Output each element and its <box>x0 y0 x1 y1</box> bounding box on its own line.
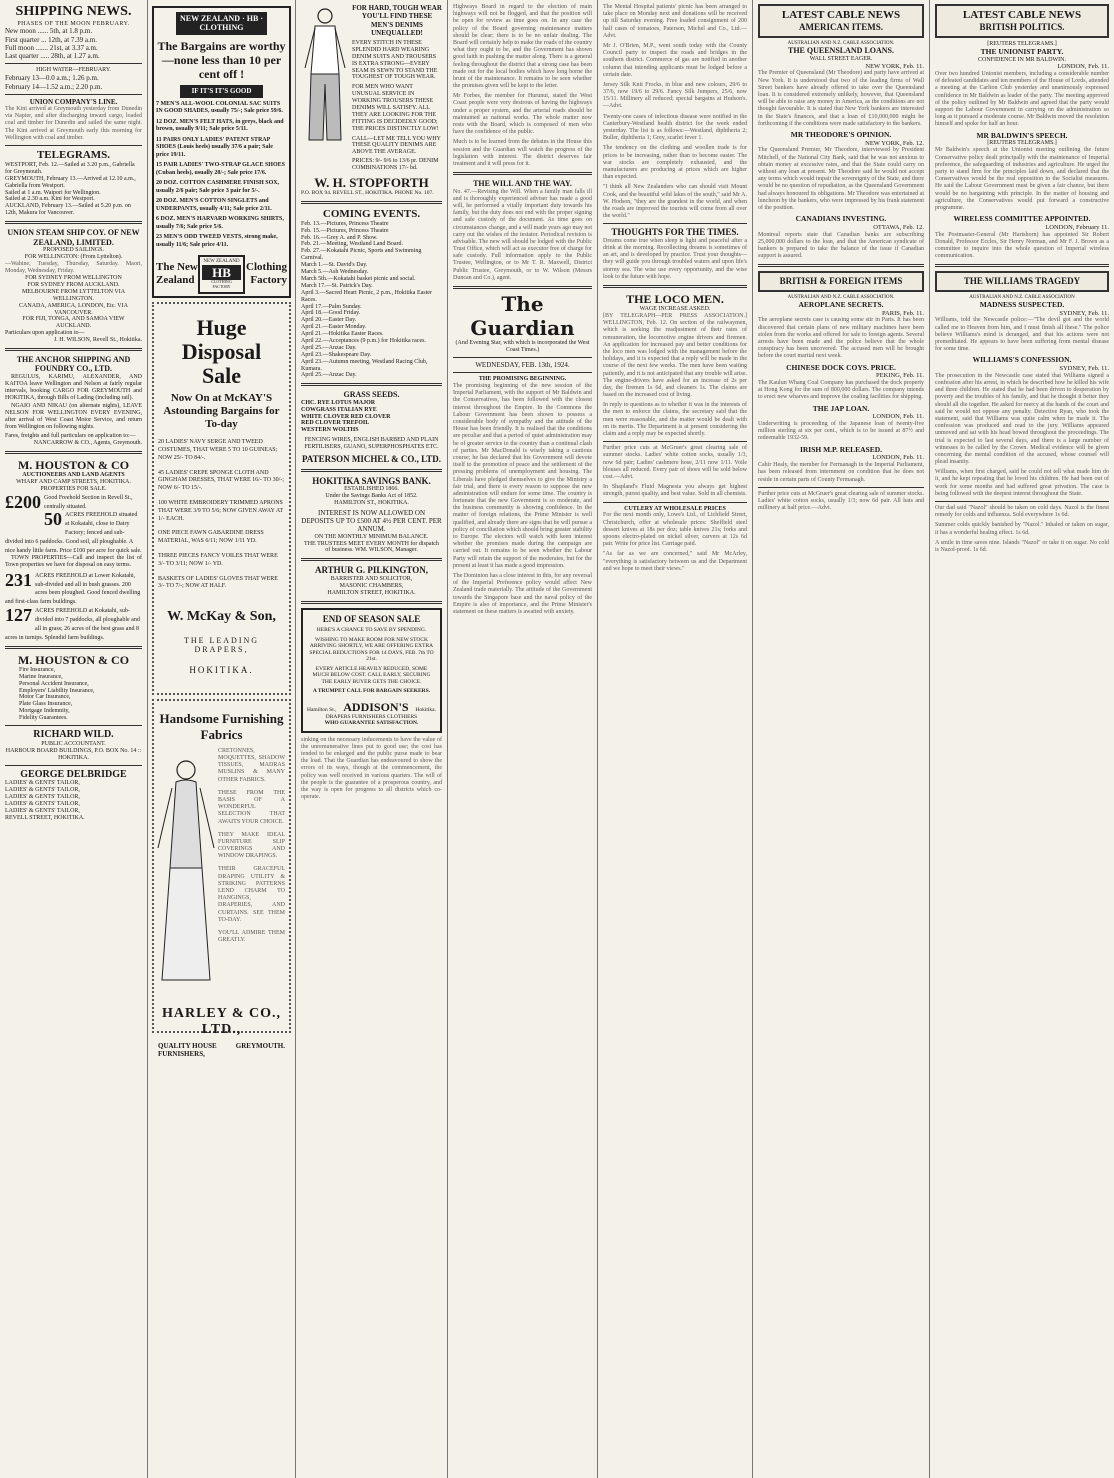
chinese-title: CHINESE DOCK COYS. PRICE. <box>786 362 896 372</box>
properties-sale: PROPERTIES FOR SALE. <box>40 485 107 492</box>
column-guardian: Highways Board in regard to the election of main highways will not be flogged, and that the position will be open for review as time goes on. In any case the policy of the Board governing maintenance matters should be clear; there is to be no unfair dealing. The Board will certainly help to make the roads of the country what they ought to be, and the Government has shown good faith in pushing the matter along. There is a general feeling throughout the district that a strong case has been made out for the local bodies which have long borne the brunt of the maintenance. It remains to be seen whether the promises given will be kept to the letter. Mr Forbes, the member for Hurunui, stated the West Coast people were very desirous of having the highways under a proper system, and the arterial roads should be maintained as national works. The whole matter now rests with the Board, which is composed of men who have the confidence of the public. Much is to be learned from the debates in the House this session and the Guardian will watch the progress of the legislation with interest. The district deserves fair treatment and it will press for it. THE WILL AND THE WAY. No. 47.—Revising the Will. When a family man falls ill and is thoroughly experienced adviser has made a good will, he performed a vitally important duty towards his family, but the duty does not end with the proper signing and safe custody of the document. As time goes on circumstances change, and a will made years ago may not carry out the wishes of the testator. Periodical revision is advisable. The new will should be lodged with the Public Trust Office, which will act as executor free of charge for safe custody. Full information apply to the Public Trustee, Wellington, or to Mr T. R. Maxwell, District Public Trustee, Greymouth, or to W. Wilson (Messrs Duncan and Co.), agent. The Guardian (And Evening Star, with which is incorporated the West Coast Times.) WEDNESDAY, FEB. 13th, 1924. THE PROMISING BEGINNING. The promising beginning of the new session of the Imperial Parliament, with the support of Mr Baldwin and the Conservatives, has been followed with the closest interest throughout the Empire. In the Commons the Labour Government has been shown to possess a considerable body of sympathy and the attitude of the House has been friendly. It is realised that the conditions are peculiar and that a period of quiet administration may be of greater service to the country than a continual clash of parties. Mr MacDonald is wisely taking a cautious course; he has declared that his Government will devote itself to the promotion of peace and the settlement of the pressing problems of unemployment and housing. The Liberals have pledged themselves to give the Ministry a fair trial, and there is every reason to suppose the new administration will endure for some time. The country is fortunate that the new Government is so moderate, and the business community is showing confidence. In the matter of foreign relations, the Prime Minister is well qualified, and already there are signs that he will pursue a policy of conciliation which should bring greater stability to Europe. The electors will watch with keen interest whether the promises made during the campaign are carried out. It remains to be seen whether the Labour Party will retain the support of the moderates, but for the present at least it has made a good impression. The Dominion has a close interest in this, for any reversal of the Imperial Preference policy would affect New Zealand trade materially. The attitude of the Government towards the Singapore base and the naval policy of the Empire is also of importance, and the Prime Minister's statement on these matters is awaited with anxiety. <box>448 0 598 1478</box>
houston2-title: M. HOUSTON & CO <box>17 652 130 667</box>
guardian-masthead: The Guardian <box>470 292 575 340</box>
ny-dateline: NEW YORK, Feb. 11. <box>865 62 924 70</box>
bargain-item: 6 DOZ. MEN'S HARVARD WORKING SHIRTS, usually 7/6; Sale price 5/6. <box>156 216 284 230</box>
event-row: April 22.—Acceptances (9 p.m.) for Hokitika races. <box>301 337 426 344</box>
event-row: April 20.—Easter Day. <box>301 317 357 324</box>
stopforth-name: W. H. STOPFORTH <box>314 175 429 191</box>
promising-title: THE PROMISING BEGINNING. <box>478 376 567 383</box>
bargain-item: 20 DOZ. COTTON CASHMERE FINISH SOX, usually 2/6 pair; Sale price 3 pair for 5/-. <box>156 180 280 194</box>
wild-addr: HARBOUR BOARD BUILDINGS, P.O. BOX No. 14 :: HOKITIKA. <box>5 747 142 761</box>
delbridge-title: GEORGE DELBRIDGE <box>20 768 127 780</box>
houston-addr: WHARF AND CAMP STREETS, HOKITIKA. <box>16 478 131 485</box>
reuters-2: [REUTERS TELEGRAMS.] <box>987 140 1057 147</box>
clothing-factory-advert <box>152 6 291 298</box>
london-dateline: LONDON, Feb. 11. <box>872 413 924 421</box>
astounding: Astounding Bargains for To-day <box>163 405 280 431</box>
addison-row: DRAPERS FURNISHERS CLOTHIERS <box>325 713 418 720</box>
mckay-advert <box>152 302 291 695</box>
telegrams-title: TELEGRAMS. <box>36 148 111 161</box>
houston-title: M. HOUSTON & CO <box>17 457 130 472</box>
delbridge-row: LADIES' & GENTS' TAILOR, <box>5 800 80 807</box>
event-row: April 3.—Sacred Heart Picnic, 2 p.m., Hokitika Easter Races. <box>301 289 432 303</box>
london2-dateline: LONDON, Feb. 11. <box>872 454 924 462</box>
insurance-row: Plate Glass Insurance, <box>19 701 73 708</box>
addison-left: Hamilton St., <box>307 706 337 713</box>
assoc2: AUSTRALIAN AND N.Z. CABLE ASSOCIATION. <box>787 295 895 300</box>
harley-copy: CRETONNES, MOQUETTES, SHADOW TISSUES, MADRAS MUSLINS & MANY OTHER FABRICS. THESE FROM THE BASIS OF A WONDERFUL SELECTION THAT AWAITS YOUR CHOICE. THEY MAKE IDEAL FURNITURE SLIP COVERINGS AND WINDOW DRAPINGS. THEIR GRACEFUL DRAPING UTILITY & STRIKING PATTERNS LEND CHARM TO HANGINGS, DRAPERIES, AND CURTAINS. SEE THEM TO-DAY. YOU'LL ADMIRE THEM GREATLY. <box>218 747 285 944</box>
addisons-advert <box>301 608 442 733</box>
japan-loan-title: THE JAP LOAN. <box>812 403 870 413</box>
guardian-sub: (And Evening Star, with which is incorporated the West Coast Times.) <box>455 340 590 354</box>
telegram-row: Sailed at 1 a.m. Waipori for Wellington. <box>5 189 101 196</box>
event-row: April 21.—Hokitika Easter Races. <box>301 331 384 338</box>
sydney-dateline-2: SYDNEY, Feb. 11. <box>1059 365 1109 373</box>
delbridge-row: LADIES' & GENTS' TAILOR, <box>5 807 80 814</box>
pilkington-addr: HAMILTON STREET, HOKITIKA. <box>327 589 416 596</box>
wild-sub: PUBLIC ACCOUNTANT. <box>41 740 106 747</box>
price-127-text: ACRES FREEHOLD at Kokatahi, sub-divided into 7 paddocks, all ploughable and all in grass; 26 acres of the best grass and 8 acres in turnips. Splendid farm buildings. <box>5 608 140 641</box>
grass-title: GRASS SEEDS. <box>343 390 400 400</box>
union-title: UNION COMPANY'S LINE. <box>29 97 118 106</box>
fencing: FENCING WIRES, ENGLISH BARBED AND PLAIN FERTILISERS, GUANO, SUPERPHOSPHATES ETC. <box>304 437 439 451</box>
madness-title: MADNESS SUSPECTED. <box>979 299 1065 309</box>
shipping-title: SHIPPING NEWS. <box>15 4 132 19</box>
british-foreign-banner: BRITISH & FOREIGN ITEMS <box>758 271 924 292</box>
denim-body: EVERY STITCH IN THESE SPLENDID HARD WEARING DENIM SUITS AND TROUSERS IS EXTRA STRONG—EVERY SEAM IS SEWN TO STAND THE TOUGHEST OF TOUGH WEAR. <box>352 40 438 81</box>
aeroplane-title: AEROPLANE SECRETS. <box>798 299 884 309</box>
insurance-row: Mortgage Indemnity, <box>19 708 70 715</box>
event-row: March 17.—St. Patrick's Day. <box>301 282 373 289</box>
its-good-logo: IF IT'S IT'S GOOD <box>180 85 263 97</box>
guardian-date: WEDNESDAY, FEB. 13th, 1924. <box>475 360 570 369</box>
bargain-item: 15 PAIR LADIES' TWO-STRAP GLACE SHOES (Cuban heels), usually 28/-; Sale price 17/6. <box>156 162 285 176</box>
denim-body2: FOR MEN WHO WANT UNUSUAL SERVICE IN WORKING TROUSERS THESE DENIMS WILL SATISFY. ALL THEY ARE LOOKING FOR THE FITTING IS DECIDEDLY GOOD; THE PRICES DISTINCTLY LOW! <box>352 84 439 132</box>
nz-factory-footer <box>156 255 287 294</box>
latest-cable-banner-2 <box>935 4 1109 38</box>
denim-call: CALL—LET ME TELL YOU WHY THESE QUALITY DENIMS ARE ABOVE THE AVERAGE. <box>352 135 441 156</box>
ngaio: NGAIO AND NIKAU (on alternate nights), LEAVE NELSON FOR WELLINGTON EVERY EVENING, after arrival of West Coast Motor Service, and return from Wellington on following nights. <box>5 403 142 431</box>
chance-text: HERE'S A CHANCE TO SAVE BY SPENDING. <box>316 627 427 634</box>
nancarrow: NANCARROW & CO., Agents, Greymouth. <box>33 439 142 446</box>
mckay-name: W. McKay & Son, <box>167 609 276 625</box>
bargain-list <box>156 101 287 250</box>
proposed-sailings: PROPOSED SAILINGS. <box>42 246 104 253</box>
telegram-row: WESTPORT, Feb. 12.—Sailed at 3.20 p.m., Gabriella for Greymouth. <box>5 161 135 175</box>
mckay-item: 100 WHITE EMBROIDERY TRIMMED APRONS THAT WERE 3/9 TO 5/6; NOW GIVEN AWAY AT 1/- EACH. <box>158 500 284 522</box>
grass-list: CHC. RYE LOTUS MAJOR COWGRASS ITALIAN RYE WHITE CLOVER RED CLOVER RED CLOVER TREFOIL WESTERN WOLTHS <box>301 399 391 434</box>
column-cables-britain: LATEST CABLE NEWS BRITISH POLITICS. [REUTERS TELEGRAMS.] THE UNIONIST PARTY. CONFIDENCE IN MR BALDWIN. LONDON, Feb. 11. Over two hundred Unionist members, including a considerable number of defeated candidates and ten members of the House of Lords, attended a meeting at the Carlton Club yesterday and unanimously expressed confidence in Mr Baldwin as leader of the party. The meeting approved of the policy outlined by Mr Baldwin and agreed that the party would support the Labour Government in carrying on the administration so long as it pursued a moderate course. Mr Baldwin moved the resolution himself and spoke for half an hour. MR BALDWIN'S SPEECH. [REUTERS TELEGRAMS.] Mr Baldwin's speech at the Unionist meeting outlining the future Conservative policy dealt principally with the maintenance of Imperial preference, the safeguarding of industries and agriculture. He urged the party to stand firm for the principles laid down, and declared that the Conservatives would be the real opposition to the Socialist measures. He said the Labour Government must be given a fair chance, but there would be no bargaining with principle. In the matter of housing and agriculture, the Conservatives would put forward a constructive programme. WIRELESS COMMITTEE APPOINTED. LONDON, February 11. The Postmaster-General (Mr Hartshorn) has appointed Sir Robert Donald, Professor Eccles, Sir Henry Norman, and Mr F. J. Brown as a committee to inquire into the whole question of Imperial wireless communication. THE WILLIAMS TRAGEDY AUSTRALIAN AND N.Z. CABLE ASSOCIATION MADNESS SUSPECTED. SYDNEY, Feb. 11. Williams, told the Newcastle police:—"The devil got and the world called me to Heaven from him, and I must finish all these." The police believe Williams's mind is deranged, and that his actions were not premeditated. He appears to have been suffering from mental disease for some time. WILLIAMS'S CONFESSION. SYDNEY, Feb. 11. The prosecution in the Newcastle case stated that Williams signed a confession after his arrest, in which he described how he killed his wife and three children. He stated that he had been driven to desperation by poverty and the troubles of his family, and that he thought it better they should all die together. He asked for mercy at the hands of the court and said he would not oppose any penalty. Detective Ryan, who took the statement, said that Williams was quite calm when he made it. The confession was produced and read to the jury. Williams appeared unmoved and sat with his head bowed throughout the proceedings. The trial is expected to last several days, and there is a large number of witnesses to be called by the Crown. Medical evidence will be given concerning the mental condition of the accused, whose counsel will plead insanity. Williams, when first charged, said he could not tell what made him do it, and he kept repeating that he loved his children. He had been out of work for some months and had suffered great privation. The case is being followed with the deepest interest throughout the State. Our dad said "Nazol" should be taken on cold days. Nazol is the finest remedy for colds and influenza. Sold everywhere 1s 6d. Summer colds quickly banished by "Nazol." Inhaled or taken on sugar, it has a wonderful healing effect. 1s 6d. A smile in time saves nine. Islands "Nazol" or take it on sugar. No cold is Nazol-proof. 1s 6d. <box>930 0 1114 1478</box>
mckay-item: ONE PIECE FAWN GABARDINE DRESS MATERIAL, WAS 6/11; NOW 1/11 YD. <box>158 530 264 545</box>
banner-title: LATEST CABLE NEWS <box>781 9 901 21</box>
delbridge-row: LADIES' & GENTS' TAILOR, <box>5 787 80 794</box>
telegram-row: GREYMOUTH, February 13.—Arrived at 12.10 a.m., Gabriella from Westport. <box>5 175 136 189</box>
masonic: MASONIC CHAMBERS, <box>339 582 404 589</box>
loco-sub: WAGE INCREASE ASKED. <box>639 306 711 313</box>
harley-town: GREYMOUTH. <box>235 1041 285 1050</box>
handsome-title: Handsome Furnishing Fabrics <box>159 711 284 742</box>
wireless-title: WIRELESS COMMITTEE APPOINTED. <box>953 214 1091 224</box>
tragedy-banner: THE WILLIAMS TRAGEDY <box>935 271 1109 292</box>
anchor-body: REGULUS, KARIMU, ALEXANDER, AND KAITOA leave Wellington and Nelson at fairly regular intervals, booking CARGO FOR GREYMOUTH and HOKITIKA, through Bills of Lading (including rail). <box>5 373 142 401</box>
huge-disposal: Huge Disposal <box>181 314 262 364</box>
speech-title: MR BALDWIN'S SPEECH. <box>976 130 1068 140</box>
moon-row: Full moon ....... 21st, at 3.37 a.m. <box>5 43 98 52</box>
wilson: J. H. WILSON, Revell St., Hokitika. <box>53 337 142 344</box>
anchor-title: THE ANCHOR SHIPPING AND FOUNDRY CO., LTD. <box>16 355 131 374</box>
mckay-item: BASKETS OF LADIES' GLOVES THAT WERE 3/- TO 7/-; NOW AT HALF. <box>158 575 278 590</box>
banner-sub: AMERICAN ITEMS. <box>798 21 883 32</box>
assoc: AUSTRALIAN AND N.Z. CABLE ASSOCIATION. <box>787 40 895 46</box>
guarantee-text: WHO GUARANTEE SATISFACTION. <box>324 720 419 727</box>
london-dateline-3: LONDON, February 11. <box>1045 224 1109 231</box>
price-50-text: ACRES FREEHOLD situated at Kokatahi, close to Dairy Factory; fenced and sub-divided into 6 paddocks. Good soil, all ploughable. A nice handy little farm. Price £100 per acre for quick sale. <box>5 512 142 554</box>
bank-addr: HAMILTON ST., HOKITIKA. <box>334 499 409 506</box>
column-cables-america: LATEST CABLE NEWS AMERICAN ITEMS. AUSTRALIAN AND N.Z. CABLE ASSOCIATION. THE QUEENSLAND LOANS. WALL STREET EAGER. NEW YORK, Feb. 11. The Premier of Queensland (Mr Theodore) and party have arrived at New York. It is understood that two of the leading firms of Wall Street bankers have already offered to take over the Queensland loan. It is considered extremely unlikely, however, that Queensland will be able to raise any money in America, as the conditions are not thought favourable. It is stated that New York bankers are interested in the State's finances, and that a loan of £10,000,000 might be forthcoming if the conditions were made satisfactory to the bankers. MR THEODORE'S OPINION. NEW YORK, Feb. 12. The Queensland Premier, Mr Theodore, interviewed by President Mitchell, of the National City Bank, said that he was not anxious to obtain money at excessive rates, and that the State could carry on without any loan at present. Mr Theodore said he would not accept any terms which would impair the sovereignty of the State, and there would be no question of repudiation, as the Queensland Government had always honoured its obligations. Mr Theodore was entertained at luncheon by the bankers, who were impressed by his frank statement of the position. CANADIANS INVESTING. OTTAWA, Feb. 12. Montreal reports state that Canadian banks are subscribing 25,000,000 dollars to the loan, and that the American syndicate of bankers is prepared to take the balance of the issue if Canadian support is assured. BRITISH & FOREIGN ITEMS AUSTRALIAN AND N.Z. CABLE ASSOCIATION. AEROPLANE SECRETS. PARIS, Feb. 11. The aeroplane secrets case is causing some stir in Paris. It has been discovered that certain plans of new military machines have been stolen from the works and offered for sale to foreign agents. Several arrests have been made and the police believe that the whole conspiracy has been uncovered. The accused men will be brought before the court martial next week. CHINESE DOCK COYS. PRICE. PEKING, Feb. 11. The Kaulun Whang Coal Company has purchased the dock property at Hong Kong for the sum of 800,000 dollars. The company intends to erect new wharves and improve the coaling facilities for shipping. THE JAP LOAN. LONDON, Feb. 11. Underwriting is proceeding of the Japanese loan of twenty-five million sterling at six per cent., which is to be issued at 87½ and redeemable 1932-59. IRISH M.P. RELEASED. LONDON, Feb. 11. Cahir Healy, the member for Fermanagh in the Imperial Parliament, has been released from internment on condition that he does not reside in certain parts of County Fermanagh. Further price cuts at McGruer's great clearing sale of summer stocks. Ladies' white cotton socks, usually 1/3; now 6d pair. All hats and millinery at half price.—Advt. <box>753 0 930 1478</box>
now-on: Now On at McKAY'S <box>170 392 273 405</box>
hb-logo-banner: NEW ZEALAND · HB · CLOTHING <box>176 12 267 35</box>
insurance-row: Employers' Liability Insurance, <box>19 687 95 694</box>
confidence-title: CONFIDENCE IN MR BALDWIN. <box>978 56 1066 63</box>
bargain-item: 12 DOZ. MEN'S FELT HATS, in greys, black and brown, usually 9/11; Sale price 5/11. <box>156 118 284 133</box>
event-row: April 18.—Good Friday. <box>301 310 361 317</box>
insurance-row: Motor Car Insurance, <box>19 694 71 701</box>
high-water-title: HIGH WATER—FEBRUARY. <box>36 67 111 74</box>
event-row: Feb. 13.—Pictures, Princess Theatre <box>301 220 389 227</box>
fiji: FOR FIJI, TONGA, AND SAMOA VIEW AUCKLAND. <box>22 316 125 330</box>
harley-advert <box>152 699 291 1059</box>
mckay-town: HOKITIKA. <box>189 664 254 675</box>
bank-trustees: THE TRUSTEES MEET EVERY MONTH for dispatch of business. WM. WILSON, Manager. <box>304 540 439 554</box>
unionist-title: THE UNIONIST PARTY. <box>980 46 1064 56</box>
stopforth-addr: P.O. BOX 94. REVELL ST., HOKITIKA. PHONE No. 107. <box>301 190 434 197</box>
moon-list <box>5 27 142 60</box>
event-row: April 23.—Shakespeare Day. <box>301 351 372 358</box>
price-200-text: Good Freehold Section in Revell St., centrally situated. <box>44 494 133 510</box>
insurance-row: Fire Insurance, <box>19 666 55 673</box>
mckay-item: 45 LADIES' CREPE SPONGE CLOTH AND GINGHAM DRESSES, THAT WERE 16/- TO 30/-; NOW 6/- TO 15/-. <box>158 469 284 492</box>
melbourne: MELBOURNE FROM LYTTELTON VIA WELLINGTON. <box>21 288 126 302</box>
delbridge-row: LADIES' & GENTS' TAILOR, <box>5 794 80 801</box>
loco-title: THE LOCO MEN. <box>626 291 724 306</box>
event-row: Feb. 16.—Grey A. and P. Show. <box>301 234 378 241</box>
sydney-auckland: FOR SYDNEY FROM AUCKLAND. <box>27 282 120 288</box>
price-50: 50 <box>44 509 62 530</box>
high-water-row: February 13—0.0 a.m.; 1.26 p.m. <box>5 74 99 83</box>
event-row: April 21.—Easter Monday. <box>301 324 367 331</box>
event-row: March 1.—St. David's Day. <box>301 262 368 269</box>
telegram-row: Sailed at 2.30 a.m. Kini for Westport. <box>5 196 95 203</box>
houston-sub: AUCTIONEERS AND LAND AGENTS <box>22 471 125 478</box>
price-231-text: ACRES FREEHOLD at Lower Kokatahi, sub-divided and all in bush grasses. 200 acres been ploughed. Good fenced dwelling and first-class farm buildings. <box>5 572 141 606</box>
price-127: 127 <box>5 605 32 626</box>
woman-figure-illustration <box>158 748 214 988</box>
bargain-item: 20 DOZ. MEN'S COTTON SINGLETS and UNDERPANTS, usually 4/11; Sale price 2/11. <box>156 198 272 212</box>
bargain-item: 7 MEN'S ALL-WOOL COLONIAL SAC SUITS IN GOOD SHADES, usually 75/-; Sale price 59/6. <box>156 100 283 115</box>
canadians-title: CANADIANS INVESTING. <box>795 214 887 224</box>
confession-title: WILLIAMS'S CONFESSION. <box>972 355 1072 365</box>
paris-dateline: PARIS, Feb. 11. <box>882 309 924 317</box>
moon-row: New moon ...... 5th, at 1.8 p.m. <box>5 27 93 36</box>
harley-sub: QUALITY HOUSE FURNISHERS, <box>158 1041 217 1059</box>
harley-name: HARLEY & CO., LTD., <box>161 1005 282 1038</box>
delbridge-addr: REVELL STREET, HOKITIKA. <box>5 814 85 821</box>
moon-row: First quarter ... 12th, at 7.39 a.m. <box>5 35 97 44</box>
mckay-item: 20 LADIES' NAVY SERGE AND TWEED COSTUMES, THAT WERE 5 TO 10 GUINEAS; NOW 25/- TO 84/-. <box>158 439 278 461</box>
price-200: £200 <box>5 491 41 512</box>
bank-title: HOKITIKA SAVINGS BANK. <box>312 475 431 486</box>
banner-sub-2: BRITISH POLITICS. <box>979 21 1065 32</box>
town-text: TOWN PROPERTIES—Call and inspect the list of Town properties we have for disposal on easy terms. <box>5 554 142 568</box>
event-row: April 17.—Palm Sunday. <box>301 303 362 310</box>
fares: Fares, freights and full particulars on application to:— <box>5 433 136 440</box>
coming-events-title: COMING EVENTS. <box>322 207 421 220</box>
mckay-items <box>158 439 285 591</box>
banner-title-2: LATEST CABLE NEWS <box>962 9 1082 21</box>
moon-row: Last quarter ..... 28th, at 1.27 a.m. <box>5 52 100 61</box>
for-wellington: FOR WELLINGTON: (From Lyttelton). <box>24 253 123 260</box>
event-row: March 5th.—Kokatahi basket picnic and social. <box>301 275 416 282</box>
nz-right: Clothing Factory <box>246 261 287 287</box>
reuters: [REUTERS TELEGRAMS.] <box>987 40 1057 47</box>
telegram-row: AUCKLAND, February 13.—Sailed at 5.20 p.m. on 12th, Makura for Vancouver. <box>5 203 131 217</box>
end-season-title: END OF SEASON SALE <box>322 613 421 624</box>
event-row: Feb. 21.—Meeting, Westland Land Board. <box>301 241 404 248</box>
pilkington-sub: BARRISTER AND SOLICITOR, <box>330 575 413 582</box>
ottawa-dateline: OTTAWA, Feb. 12. <box>873 223 924 231</box>
trumpet-text: A TRUMPET CALL FOR BARGAIN SEEKERS. <box>312 688 431 695</box>
london-dateline-2: LONDON, Feb. 11. <box>1057 63 1109 71</box>
insurance-row: Marine Insurance, <box>19 673 63 680</box>
every-text: EVERY ARTICLE HEAVILY REDUCED, SOME MUCH BELOW COST. CALL EARLY, SECURING THE EARLY BUYER GETS THE CHOICE. <box>312 665 431 685</box>
event-row: April 25.—Anzac Day. <box>301 372 357 379</box>
bank-est: ESTABLISHED 1866. <box>344 486 399 493</box>
sydney-dateline: SYDNEY, Feb. 11. <box>1059 309 1109 317</box>
mckay-item: THREE PIECES FANCY VOILES THAT WERE 3/- TO 3/11; NOW 1/- YD. <box>158 552 278 567</box>
peking-dateline: PEKING, Feb. 11. <box>876 372 924 380</box>
queensland-title: THE QUEENSLAND LOANS. <box>787 46 895 56</box>
event-row: Feb. 15.—Pictures, Princess Theatre <box>301 227 389 234</box>
addisons-name: ADDISON'S <box>343 699 409 714</box>
cutlery-title: CUTLERY AT WHOLESALE PRICES <box>624 505 726 512</box>
high-water-row: February 14—1.52 a.m.; 2.20 p.m. <box>5 82 103 91</box>
thoughts-title: THOUGHTS FOR THE TIMES. <box>611 227 739 238</box>
man-in-denims-illustration <box>301 4 349 144</box>
column-denims: FOR HARD, TOUGH WEAR YOU'LL FIND THESE MEN'S DENIMS UNEQUALLED! EVERY STITCH IN THESE SPLENDID HARD WEARING DENIM SUITS AND TROUSERS IS EXTRA STRONG—EVERY SEAM IS SEWN TO STAND THE TOUGHEST OF TOUGH WEAR. FOR MEN WHO WANT UNUSUAL SERVICE IN WORKING TROUSERS THESE DENIMS WILL SATISFY. ALL THEY ARE LOOKING FOR THE FITTING IS DECIDEDLY GOOD; THE PRICES DISTINCTLY LOW! CALL—LET ME TELL YOU WHY THESE QUALITY DENIMS ARE ABOVE THE AVERAGE. PRICES: 9/- 9/6 to 13/6 pr. DENIM COMBINATIONS 17/- bd. W. H. STOPFORTH P.O. BOX 94. REVELL ST., HOKITIKA. PHONE No. 107. COMING EVENTS. Feb. 13.—Pictures, Princess Theatre Feb. 15.—Pictures, Princess Theatre Feb. 16.—Grey A. and P. Show. Feb. 21.—Meeting, Westland Land Board. Feb. 27.—Kokatahi Picnic, Sports and Swimming Carnival. March 1.—St. David's Day. March 5.—Ash Wednesday. March 5th.—Kokatahi basket picnic and social. March 17.—St. Patrick's Day. April 3.—Sacred Heart Picnic, 2 p.m., Hokitika Easter Races. April 17.—Palm Sunday. April 18.—Good Friday. April 20.—Easter Day. April 21.—Easter Monday. April 21.—Hokitika Easter Races. April 22.—Acceptances (9 p.m.) for Hokitika races. April 25.—Anzac Day. April 23.—Shakespeare Day. April 23.—Autumn meeting, Westland Racing Club, Kumara. April 25.—Anzac Day. GRASS SEEDS. CHC. RYE LOTUS MAJOR COWGRASS ITALIAN RYE WHITE CLOVER RED CLOVER RED CLOVER TREFOIL WESTERN WOLTHS FENCING WIRES, ENGLISH BARBED AND PLAIN FERTILISERS, GUANO, SUPERPHOSPHATES ETC. PATERSON MICHEL & CO., LTD. HOKITIKA SAVINGS BANK. ESTABLISHED 1866. Under the Savings Banks Act of 1852. HAMILTON ST., HOKITIKA. INTEREST IS NOW ALLOWED ON DEPOSITS UP TO £500 AT 4½ PER CENT. PER ANNUM. ON THE MONTHLY MINIMUM BALANCE. THE TRUSTEES MEET EVERY MONTH for dispatch of business. WM. WILSON, Manager. ARTHUR G. PILKINGTON, BARRISTER AND SOLICITOR, MASONIC CHAMBERS, HAMILTON STREET, HOKITIKA. END OF SEASON SALE HERE'S A CHANCE TO SAVE BY SPENDING. WISHING TO MAKE ROOM FOR NEW STOCK ARRIVING SHORTLY, WE ARE OFFERING EXTRA SPECIAL REDUCTIONS FOR 14 DAYS, FEB. 7th TO 21st. EVERY ARTICLE HEAVILY REDUCED, SOME MUCH BELOW COST. CALL EARLY, SECURING THE EARLY BUYER GETS THE CHOICE. A TRUMPET CALL FOR BARGAIN SEEKERS. Hamilton St., ADDISON'S Hokitika. DRAPERS FURNISHERS CLOTHIERS WHO GUARANTEE SATISFACTION. sinking on the necessary inducements to have the value of the unremunerative lines put to good use; the cost has tended to be enlarged and the public purse made to bear the load. That the Guardian has endeavoured to show the errors of its ways, though at the commencement, the policy was well received in various quarters. The will of the people is the guarantee of a prosperous country, and the way is open for progress to all districts which co-operate. <box>296 0 448 1478</box>
will-title: THE WILL AND THE WAY. <box>473 179 572 189</box>
bank-interest: INTEREST IS NOW ALLOWED ON DEPOSITS UP TO £500 AT 4½ PER CENT. PER ANNUM. <box>301 508 442 534</box>
insurance-list <box>5 667 142 722</box>
irish-title: IRISH M.P. RELEASED. <box>799 444 883 454</box>
hb-logo: NEW ZEALAND HB CLOTHING FACTORY <box>198 255 244 294</box>
event-row: Feb. 27.—Kokatahi Picnic, Sports and Swimming Carnival. <box>301 248 422 262</box>
wishing-text: WISHING TO MAKE ROOM FOR NEW STOCK ARRIVING SHORTLY, WE ARE OFFERING EXTRA SPECIAL REDUCTIONS FOR 14 DAYS, FEB. 7th TO 21st. <box>309 636 434 663</box>
wild-title: RICHARD WILD. <box>33 729 114 741</box>
event-row: April 23.—Autumn meeting, Westland Racing Club, Kumara. <box>301 358 428 372</box>
latest-cable-banner <box>758 4 924 38</box>
column-adverts <box>148 0 296 1478</box>
delbridge-row: LADIES' & GENTS' TAILOR, <box>5 780 80 787</box>
paterson-name: PATERSON MICHEL & CO., LTD. <box>301 453 442 464</box>
moon-title: PHASES OF THE MOON FEBRUARY. <box>17 20 130 27</box>
event-row: March 5.—Ash Wednesday. <box>301 269 369 276</box>
leading-drapers: THE LEADING DRAPERS, <box>183 635 260 655</box>
ny2-dateline: NEW YORK, Feb. 12. <box>865 139 924 147</box>
bargain-item: 11 PAIRS ONLY LADIES' PATENT STRAP SHOES (Louis heels) usually 37/6 a pair; Sale price 19/11. <box>156 136 273 158</box>
insurance-row: Fidelity Guarantees. <box>19 715 68 722</box>
pilkington-name: ARTHUR G. PILKINGTON, <box>314 565 429 576</box>
theodore-title: MR THEODORE'S OPINION. <box>790 129 892 139</box>
denim-prices: PRICES: 9/- 9/6 to 13/6 pr. DENIM COMBINATIONS 17/- bd. <box>352 158 439 172</box>
bank-under: Under the Savings Banks Act of 1852. <box>325 493 418 500</box>
events-list <box>301 221 442 379</box>
particulars: Particulars upon application to— <box>5 330 85 337</box>
addison-right: Hokitika. <box>415 706 436 713</box>
bargains-headline: The Bargains are worthy—none less than 10 per cent off ! <box>157 38 286 82</box>
price-231: 231 <box>5 569 32 590</box>
denim-head: FOR HARD, TOUGH WEAR YOU'LL FIND THESE MEN'S DENIMS UNEQUALLED! <box>352 4 442 37</box>
bargain-item: 23 MEN'S ODD TWEED VESTS, strong make, usually 11/6; Sale price 4/11. <box>156 234 278 248</box>
tragedy-assoc: AUSTRALIAN AND N.Z. CABLE ASSOCIATION <box>969 295 1075 301</box>
column-shipping: SHIPPING NEWS. PHASES OF THE MOON FEBRUARY. New moon ...... 5th, at 1.8 p.m. First quarter ... 12th, at 7.39 a.m. Full moon ....... 21st, at 3.37 a.m. Last quarter ..... 28th, at 1.27 a.m. HIGH WATER—FEBRUARY. February 13—0.0 a.m.; 1.26 p.m. February 14—1.52 a.m.; 2.20 p.m. UNION COMPANY'S LINE. The Kini arrived at Greymouth yesterday from Dunedin via Napier, and after discharging inward cargo, loaded coal and timber for Dunedin and sailed the same night. The Kini arrived at Greymouth early this morning for Wellington with coal and timber. TELEGRAMS. WESTPORT, Feb. 12.—Sailed at 3.20 p.m., Gabriella for Greymouth. GREYMOUTH, February 13.—Arrived at 12.10 a.m., Gabriella from Westport. Sailed at 1 a.m. Waipori for Wellington. Sailed at 2.30 a.m. Kini for Westport. AUCKLAND, February 13.—Sailed at 5.20 p.m. on 12th, Makura for Vancouver. UNION STEAM SHIP COY. OF NEW ZEALAND, LIMITED. PROPOSED SAILINGS. FOR WELLINGTON: (From Lyttelton). —Wahine, Tuesday, Thursday, Saturday. Maori, Monday, Wednesday, Friday. FOR SYDNEY FROM WELLINGTON FOR SYDNEY FROM AUCKLAND. MELBOURNE FROM LYTTELTON VIA WELLINGTON. CANADA, AMERICA, LONDON, Etc. VIA VANCOUVER. FOR FIJI, TONGA, AND SAMOA VIEW AUCKLAND. Particulars upon application to— J. H. WILSON, Revell St., Hokitika. THE ANCHOR SHIPPING AND FOUNDRY CO., LTD. REGULUS, KARIMU, ALEXANDER, AND KAITOA leave Wellington and Nelson at fairly regular intervals, booking CARGO FOR GREYMOUTH and HOKITIKA, through Bills of Lading (including rail). NGAIO AND NIKAU (on alternate nights), LEAVE NELSON FOR WELLINGTON EVERY EVENING, after arrival of West Coast Motor Service, and return from Wellington on following nights. Fares, freights and full particulars on application to:— NANCARROW & CO., Agents, Greymouth. M. HOUSTON & CO AUCTIONEERS AND LAND AGENTS WHARF AND CAMP STREETS, HOKITIKA. PROPERTIES FOR SALE. £200 Good Freehold Section in Revell St., centrally situated. 50 ACRES FREEHOLD situated at Kokatahi, close to Dairy Factory; fenced and sub-divided into 6 paddocks. Good soil, all ploughable. A nice handy little farm. Price £100 per acre for quick sale. TOWN PROPERTIES—Call and inspect the list of Town properties we have for disposal on easy terms. 231 ACRES FREEHOLD at Lower Kokatahi, sub-divided and all in bush grasses. 200 acres been ploughed. Good fenced dwelling and first-class farm buildings. 127 ACRES FREEHOLD at Kokatahi, sub-divided into 7 paddocks, all ploughable and all in grass; 26 acres of the best grass and 8 acres in turnips. Splendid farm buildings. M. HOUSTON & CO Fire Insurance, Marine Insurance, Personal Accident Insurance, Employers' Liability Insurance, Motor Car Insurance, Plate Glass Insurance, Mortgage Indemnity, Fidelity Guarantees. RICHARD WILD. PUBLIC ACCOUNTANT. HARBOUR BOARD BUILDINGS, P.O. BOX No. 14 :: HOKITIKA. GEORGE DELBRIDGE LADIES' & GENTS' TAILOR, LADIES' & GENTS' TAILOR, LADIES' & GENTS' TAILOR, LADIES' & GENTS' TAILOR, LADIES' & GENTS' TAILOR, REVELL STREET, HOKITIKA. <box>0 0 148 1478</box>
usss-title: UNION STEAM SHIP COY. OF NEW ZEALAND, LIMITED. <box>7 228 140 247</box>
column-local: The Mental Hospital patients' picnic has been arranged to take place on Monday next and donations will be received up till Saturday evening. Free loaded consignment of 200 half cases of tomatoes, Paterson, Michel and Co., Ltd.—Advt. Mr J. O'Brien, M.P., went south today with the County Council party to inspect the roads and bridges in the southern district. Commerce of gas are notified in another column that intending applicants must be lodged before a certain date. Jersey Silk Knit Frocks, in blue and new colours, 29/6 to 37/6, now 19/6 to 29/6. Fancy Silk Jumpers, 25/6, now 15/11. Millinery all reduced; special bargains at Hudson's.—Advt. Twenty-one cases of infectious disease were notified in the Canterbury-Westland health district for the week ended yesterday. The list is as follows:—Westland, diphtheria 2; Buller, diphtheria 1; Grey, scarlet fever 1. The tendency on the clothing and woollen trade is for prices to be increasing, rather than to become easier. The war stocks are completely exhausted, and the manufacturers are producing at prices which are higher than expected. "I think all New Zealanders who can should visit Mount Cook, and the beautiful wild lakes of the south," said Mr A. W. Hodson, "they are the grandest in the world, and when the roads are improved the tourists will come from all over the world." THOUGHTS FOR THE TIMES. Dreams come true when sleep is light and peaceful after a drink at the morning. Recollecting dreams is sometimes of an art, and is developed by practice. Trust your thoughts—they will guide you through troubled waters and upon life's stormy sea. The wise use every opportunity, and the wise look to the future with hope. THE LOCO MEN. WAGE INCREASE ASKED. [BY TELEGRAPH—PER PRESS ASSOCIATION.] WELLINGTON, Feb. 12. On section of the railwaymen, which is seeking the readjustment of their rates of remuneration, the locomotive engine drivers and firemen. An application for increased pay and better conditions for the loco men was lodged with the management before the holidays, and it is expected that a reply will be made in the course of the next few weeks. The men have been waiting patiently, and it is not anticipated that any trouble will arise. The engine-drivers have asked for an increase of 2s per day, the firemen 1s 6d, and cleaners 1s. The claims are based on the increased cost of living. In reply to questions as to whether it was in the interests of the men to enforce the claims, the secretary said that the men were reasonable, and the matter would be dealt with on its merits. The Department is at present considering the claim and a reply may be expected shortly. Further price cuts at McGruer's great clearing sale of summer stocks. Ladies' white cotton socks, usually 1/3, now 6d pair; Ladies' cashmere hose, 2/11 now 1/11. Voile blouses all reduced. Every pair of shoes will be sold below cost.—Advt. In Shapland's Fluid Magnesia you always get highest strength, purest quality, and best value. Sold in all chemists. CUTLERY AT WHOLESALE PRICES For the next month only, Lowe's Ltd., of Lichfield Street, Christchurch, offer at wholesale prices: Sheffield steel dessert knives at 18s per doz; table knives 21s; forks and spoons electro-plated on nickel silver, carvers at 12s 6d pair. Write for price list. Carriage paid. "As far as we are concerned," said Mr McArley, "everything is satisfactory between us and the Department and we hope to meet their views." <box>598 0 753 1478</box>
nz-left: The New Zealand <box>156 261 198 287</box>
bank-monthly: ON THE MONTHLY MINIMUM BALANCE. <box>314 533 429 540</box>
sale-word: Sale <box>201 363 242 389</box>
event-row: April 25.—Anzac Day. <box>301 344 357 351</box>
canada: CANADA, AMERICA, LONDON, Etc. VIA VANCOUVER. <box>19 302 128 316</box>
insurance-row: Personal Accident Insurance, <box>19 680 89 687</box>
sydney-wellington: FOR SYDNEY FROM WELLINGTON <box>25 275 122 282</box>
wallstreet: WALL STREET EAGER. <box>809 55 873 62</box>
